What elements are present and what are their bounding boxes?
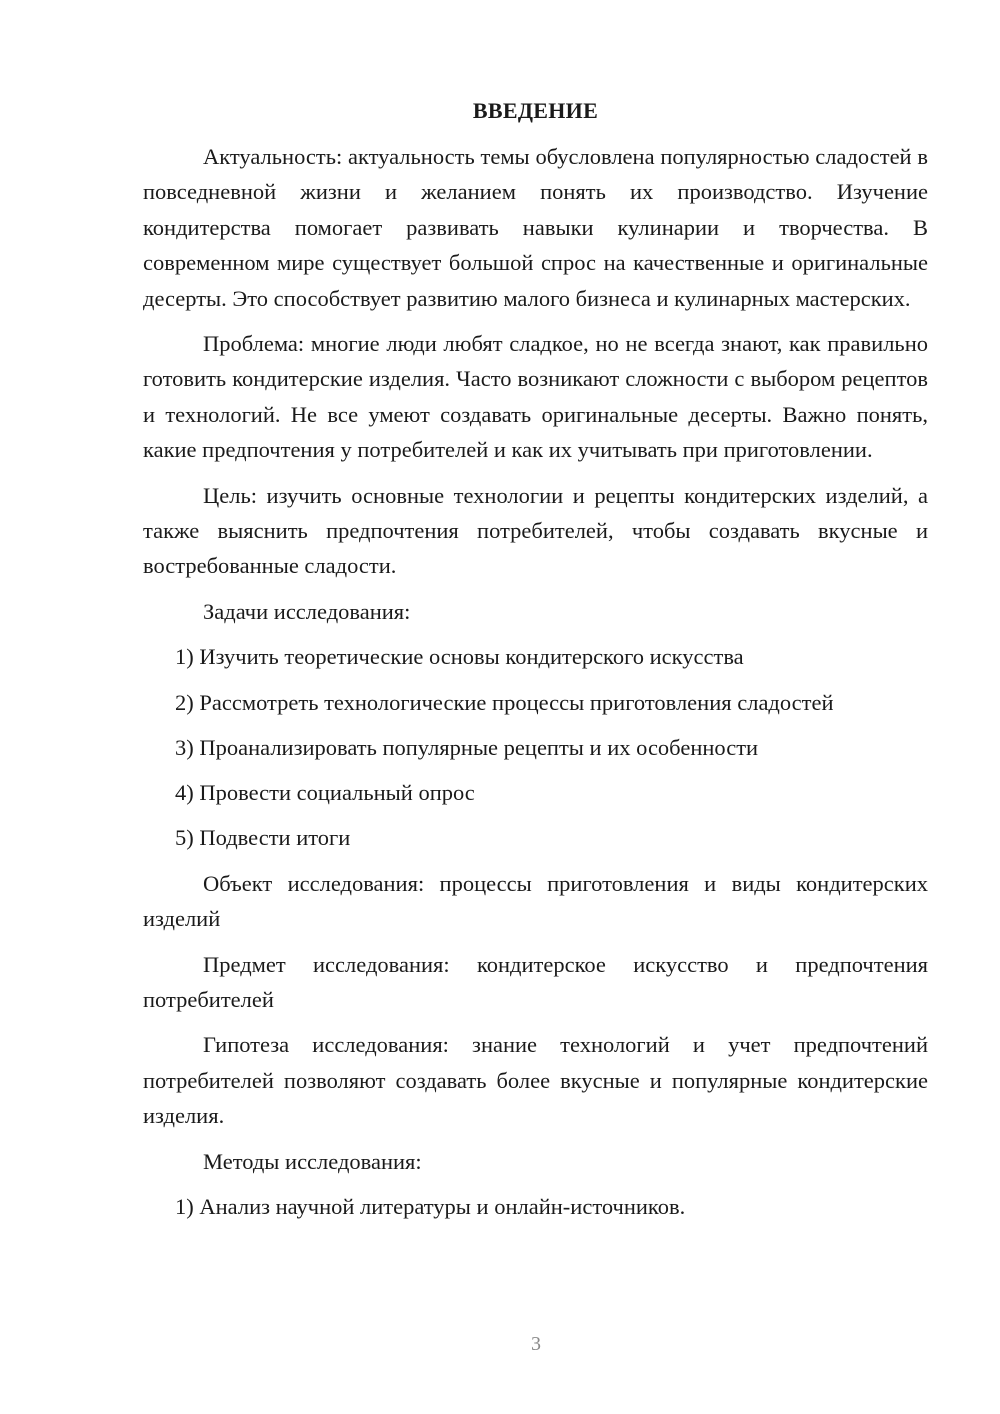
page-title: ВВЕДЕНИЕ xyxy=(472,98,599,123)
task-item: 3) Проанализировать популярные рецепты и их особенности xyxy=(175,734,759,760)
tasks-list xyxy=(143,639,928,856)
document-page xyxy=(143,95,928,1234)
task-item: 2) Рассмотреть технологические процессы приготовления сладостей xyxy=(175,689,834,715)
task-item: 4) Провести социальный опрос xyxy=(175,780,475,806)
goal-paragraph: Цель: изучить основные технологии и рецепты кондитерских изделий, а также выяснить предпочтения потребителей, чтобы создавать вкусные и востребованные сладости. xyxy=(143,482,928,579)
task-item: 1) Изучить теоретические основы кондитерского искусства xyxy=(175,644,744,670)
relevance-paragraph: Актуальность: актуальность темы обусловлена популярностью сладостей в повседневной жизни и желанием понять их производство. Изучение кондитерства помогает развивать навыки кулинарии и творчества. В современном мире существует большой спрос на качественные и оригинальные десерты. Это способствует развитию малого бизнеса и кулинарных мастерских. xyxy=(143,144,928,311)
methods-list xyxy=(143,1189,928,1224)
page-number: 3 xyxy=(531,1333,541,1355)
tasks-heading: Задачи исследования: xyxy=(203,598,411,624)
methods-heading: Методы исследования: xyxy=(203,1148,422,1174)
method-item: 1) Анализ научной литературы и онлайн-источников. xyxy=(175,1194,686,1220)
subject-paragraph: Предмет исследования: кондитерское искусство и предпочтения потребителей xyxy=(143,951,928,1012)
object-paragraph: Объект исследования: процессы приготовления и виды кондитерских изделий xyxy=(143,870,928,932)
problem-paragraph: Проблема: многие люди любят сладкое, но не всегда знают, как правильно готовить кондитерские изделия. Часто возникают сложности с выбором рецептов и технологий. Не все умеют создавать оригинальные десерты. Важно понять, какие предпочтения у потребителей и как их учитывать при приготовлении. xyxy=(143,331,928,463)
task-item: 5) Подвести итоги xyxy=(175,825,351,851)
hypothesis-paragraph: Гипотеза исследования: знание технологий и учет предпочтений потребителей позволяют создавать более вкусные и популярные кондитерские изделия. xyxy=(143,1032,928,1129)
